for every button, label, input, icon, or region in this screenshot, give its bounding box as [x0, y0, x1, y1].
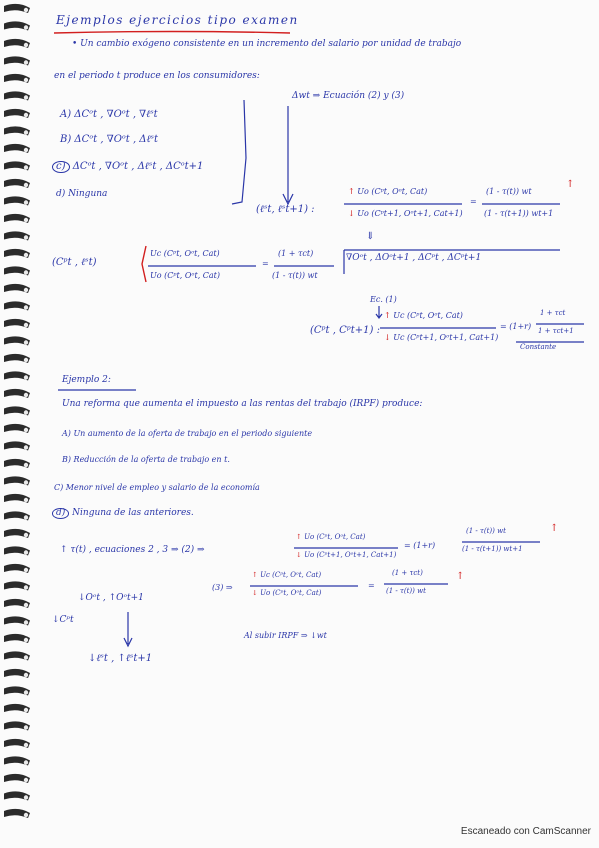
spiral-hole	[24, 358, 28, 362]
ex2-heading: Ejemplo 2:	[62, 375, 111, 385]
ex2-option-d-letter: d)	[52, 508, 69, 519]
spiral-hole	[24, 620, 28, 624]
ec1-label: Ec. (1)	[370, 295, 397, 304]
ex2-option-b: B) Reducción de la oferta de trabajo en t.	[62, 455, 230, 464]
ex2-eq2-bar	[294, 546, 400, 550]
implies-down-arrow: ⇓	[366, 231, 375, 242]
spiral-hole	[24, 43, 28, 47]
ex1-eq-cc-num: ↑ Uc (Cᵖt, Oᵒt, Cat)	[384, 311, 463, 320]
spiral-hole	[24, 480, 28, 484]
spiral-hole	[24, 8, 28, 12]
ex1-note-equations: Δwt ⇒ Ecuación (2) y (3)	[292, 91, 405, 101]
ex2-eq2-rhs-num: (1 - τ(t)) wt	[466, 527, 506, 535]
ex1-eq-ls-fraction-bar	[344, 202, 464, 206]
title-underline	[52, 30, 292, 36]
spiral-hole	[24, 428, 28, 432]
red-up-arrow: ↑	[566, 179, 575, 190]
spiral-hole	[24, 533, 28, 537]
spiral-hole	[24, 288, 28, 292]
spiral-hole	[24, 340, 28, 344]
spiral-hole	[24, 305, 28, 309]
spiral-hole	[24, 130, 28, 134]
ex2-option-c: C) Menor nivel de empleo y salario de la economía	[54, 483, 260, 492]
spiral-hole	[24, 393, 28, 397]
ex1-eq-ls-rhs-den: (1 - τ(t+1)) wt+1	[484, 209, 554, 218]
ex2-option-d-text: Ninguna de las anteriores.	[72, 508, 194, 518]
ex1-eq-ls-lhs: (ℓˢt, ℓˢt+1) :	[256, 204, 315, 215]
ex2-eq3-den: ↓ Uo (Cᵖt, Oᵒt, Cat)	[252, 589, 322, 597]
effects-bracket	[340, 248, 565, 276]
ex1-eq-cl-lhs: (Cᵖt , ℓˢt)	[52, 257, 97, 268]
spiral-hole	[24, 218, 28, 222]
spiral-hole	[24, 235, 28, 239]
ex1-option-a: A) ΔCᵒt , ∇Oᵒt , ∇ℓˢt	[60, 109, 158, 120]
spiral-hole	[24, 200, 28, 204]
constante-underline	[516, 340, 586, 344]
ex2-option-d	[52, 508, 194, 519]
ex2-eq3-bar	[250, 584, 360, 588]
ex2-left-l: ↓ℓˢt , ↑ℓˢt+1	[88, 653, 153, 664]
spiral-binding	[0, 0, 34, 820]
page-title: Ejemplos ejercicios tipo examen	[56, 13, 299, 27]
ex1-option-c-letter: c)	[52, 161, 70, 173]
ex1-eq-ls-rhs-num: (1 - τ(t)) wt	[486, 187, 532, 196]
eq-cl-brace	[140, 244, 148, 284]
ex1-eq-cc-rhs-bar	[536, 322, 586, 326]
spiral-hole	[24, 78, 28, 82]
ex2-eq3-label: (3) ⇒	[212, 583, 233, 592]
spiral-hole	[24, 585, 28, 589]
scanner-watermark: Escaneado con CamScanner	[460, 826, 591, 837]
ex1-eq-cl-num: Uc (Cᵖt, Oᵒt, Cat)	[150, 249, 220, 258]
ex1-eq-cc-lhs: (Cᵖt , Cᵖt+1) :	[310, 325, 380, 336]
equals-sign: =	[262, 259, 269, 268]
options-bracket	[230, 98, 252, 208]
ex2-line1: ↑ τ(t) , ecuaciones 2 , 3 ⇒ (2) ⇒	[60, 545, 205, 555]
spiral-hole	[24, 568, 28, 572]
spiral-hole	[24, 253, 28, 257]
spiral-hole	[24, 550, 28, 554]
ex1-effects: ∇Oᵒt , ΔOᵒt+1 , ΔCᵖt , ΔCᵖt+1	[346, 253, 482, 263]
ex2-eq2-den: ↓ Uo (Cᵖt+1, Oᵒt+1, Cat+1)	[296, 551, 397, 559]
spiral-hole	[24, 795, 28, 799]
spiral-hole	[24, 165, 28, 169]
spiral-hole	[24, 410, 28, 414]
red-up-arrow: ↑	[550, 523, 559, 534]
spiral-hole	[24, 515, 28, 519]
spiral-hole	[24, 743, 28, 747]
ex1-option-c-text: ΔCᵒt , ∇Oᵒt , Δℓˢt , ΔCᵒt+1	[72, 161, 204, 172]
ex2-eq3-rhs-bar	[384, 582, 450, 586]
equals-sign: =	[368, 581, 375, 590]
ex2-eq2-num: ↑ Uo (Cᵖt, Oᵒt, Cat)	[296, 533, 366, 541]
ex2-statement: Una reforma que aumenta el impuesto a las rentas del trabajo (IRPF) produce:	[62, 399, 423, 409]
ec1-arrow	[374, 306, 384, 320]
spiral-hole	[24, 603, 28, 607]
spiral-hole	[24, 270, 28, 274]
spiral-hole	[24, 323, 28, 327]
ex2-right-note: Al subir IRPF ⇒ ↓wt	[244, 631, 327, 640]
spiral-hole	[24, 148, 28, 152]
equals-sign: =	[470, 197, 477, 206]
ex1-option-c	[52, 161, 203, 173]
ex1-eq-ls-rhs-bar	[482, 202, 562, 206]
ex2-heading-underline	[58, 388, 138, 392]
ex1-eq-cl-den: Uo (Cᵖt, Oᵒt, Cat)	[150, 271, 221, 280]
ex1-eq-cl-rhs-num: (1 + τct)	[278, 249, 314, 258]
spiral-hole	[24, 708, 28, 712]
spiral-hole	[24, 445, 28, 449]
spiral-hole	[24, 95, 28, 99]
spiral-hole	[24, 778, 28, 782]
spiral-hole	[24, 813, 28, 817]
spiral-hole	[24, 463, 28, 467]
ex1-option-b: B) ΔCᵒt , ∇Oᵒt , Δℓˢt	[60, 134, 159, 145]
spiral-hole	[24, 690, 28, 694]
red-up-arrow: ↑	[456, 571, 465, 582]
ex2-option-a: A) Un aumento de la oferta de trabajo en el periodo siguiente	[62, 429, 313, 438]
ex2-eq3-num: ↑ Uc (Cᵖt, Oᵒt, Cat)	[252, 571, 322, 579]
spiral-hole	[24, 638, 28, 642]
ex1-eq-cl-rhs-den: (1 - τ(t)) wt	[272, 271, 318, 280]
ex1-eq-cc-rhs-den: 1 + τct+1	[538, 327, 574, 335]
ex2-eq2-rhs-bar	[462, 540, 542, 544]
spiral-hole	[24, 655, 28, 659]
spiral-hole	[24, 375, 28, 379]
ex1-option-d: d) Ninguna	[56, 189, 108, 199]
spiral-hole	[24, 60, 28, 64]
ex1-eq-ls-num: ↑ Uo (Cᵖt, Oᵒt, Cat)	[348, 187, 428, 196]
ex1-eq-cc-den: ↓ Uc (Cᵖt+1, Oᵒt+1, Cat+1)	[384, 333, 499, 342]
ex1-eq-ls-den: ↓ Uo (Cᵖt+1, Oᵒt+1, Cat+1)	[348, 209, 463, 218]
ex1-eq-cl-bar	[148, 264, 258, 268]
spiral-hole	[24, 760, 28, 764]
ex1-statement-line1: • Un cambio exógeno consistente en un incremento del salario por unidad de trabajo	[72, 39, 462, 49]
constante-label: Constante	[520, 343, 557, 351]
spiral-hole	[24, 25, 28, 29]
ex1-eq-cc-bar	[380, 326, 498, 330]
ex2-down-arrow	[122, 612, 134, 648]
spiral-hole	[24, 183, 28, 187]
ex1-eq-cc-rhs-l: = (1+r)	[500, 322, 532, 331]
spiral-hole	[24, 725, 28, 729]
spiral-hole	[24, 113, 28, 117]
ex1-statement-line2: en el periodo t produce en los consumidores:	[54, 71, 260, 81]
ex2-eq3-rhs-num: (1 + τct)	[392, 569, 423, 577]
ex1-eq-cc-rhs-num: 1 + τct	[540, 309, 566, 317]
ex2-eq2-rhs-den: (1 - τ(t+1)) wt+1	[462, 545, 523, 553]
ex2-eq3-rhs-den: (1 - τ(t)) wt	[386, 587, 426, 595]
spiral-hole	[24, 673, 28, 677]
ex2-left-o: ↓Oᵒt , ↑Oᵒt+1	[78, 593, 144, 603]
down-arrow-long	[280, 104, 296, 208]
ex2-left-c: ↓Cᵖt	[52, 615, 74, 625]
spiral-hole	[24, 498, 28, 502]
ex1-eq-cl-rhs-bar	[274, 264, 336, 268]
ex2-eq2-rhs-l: = (1+r)	[404, 541, 436, 550]
